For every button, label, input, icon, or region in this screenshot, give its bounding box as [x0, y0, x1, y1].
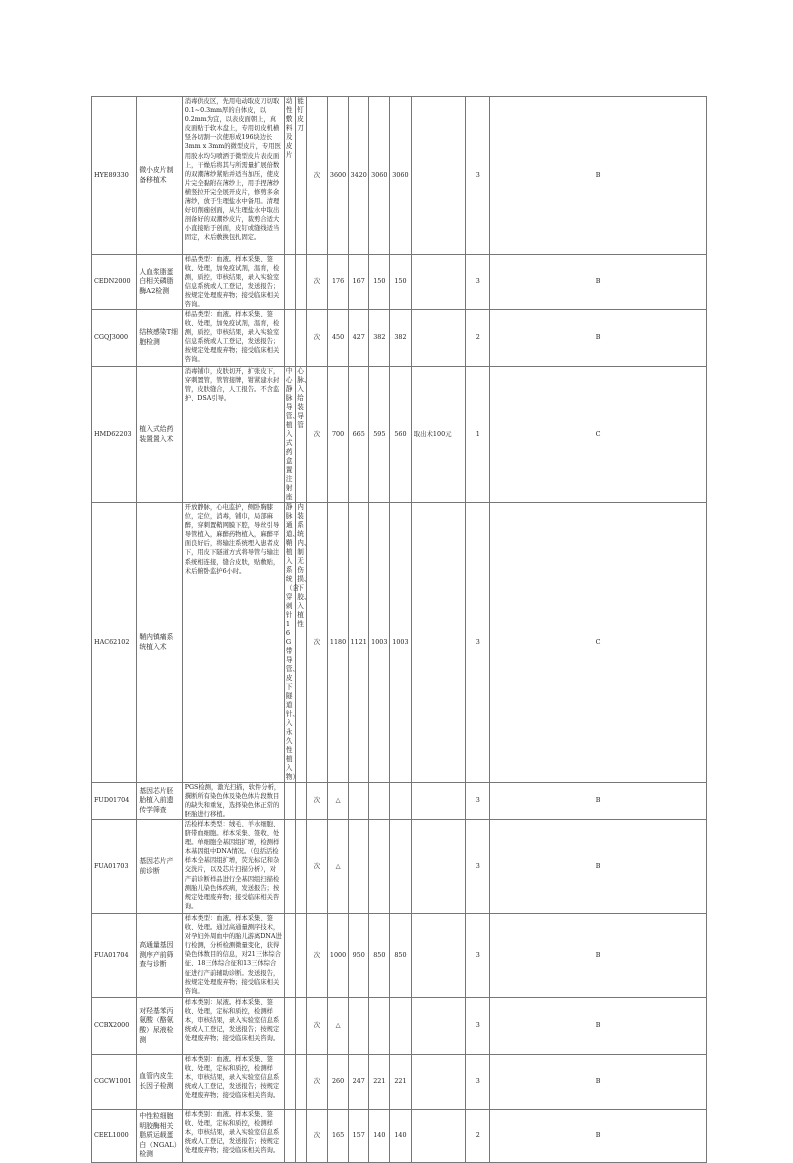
table-row — [92, 998, 707, 1055]
item-excluded-content — [284, 998, 295, 1055]
item-description-text: 样品类型：血液。样本采集、签收、处理，加免疫试剂，温育，检测，质控，审核结果，录入实验室信息系统或人工登记，发送报告；按规定处理废弃物；接受临床相关咨询。 — [184, 256, 280, 309]
item-category: B — [490, 998, 707, 1055]
item-price-4: 3060 — [390, 97, 412, 255]
item-description-text: PGS检测，激光扫描，软件分析，撰断所有染色体及染色体片段数目的缺失和重复，选择染色体正常的胚胎进行移植。 — [184, 784, 281, 819]
item-category: B — [490, 255, 707, 310]
item-note — [411, 97, 466, 255]
item-name: 植入式给药装置置入术 — [137, 367, 182, 503]
item-description — [182, 310, 284, 367]
item-price-2 — [348, 998, 369, 1055]
item-description — [182, 503, 284, 783]
item-description-text: 样本类别：血液。样本采集、签收、处理，定标和质控，检测样本，审核结果，录入实验室信息系统或人工登记，发送报告；按规定处理废弃物；接受临床相关咨询。 — [184, 1056, 280, 1100]
item-excluded-content-2 — [296, 820, 306, 914]
item-price-1: △ — [328, 820, 349, 914]
price-table — [91, 96, 707, 1163]
item-excluded-content — [284, 1110, 295, 1163]
item-description-text: 消毒铺巾，皮肤切开，扩张皮下，穿刺置管，管管接牌，钳紧建水封管，皮肤缝合，人工报告。不含监护、DSA引导。 — [184, 368, 280, 403]
item-unit: 次 — [306, 310, 328, 367]
item-price-3: 382 — [369, 310, 390, 367]
item-description — [182, 783, 284, 820]
item-category: B — [490, 1055, 707, 1110]
item-level: 3 — [466, 820, 490, 914]
item-price-3: 3060 — [369, 97, 390, 255]
item-price-3 — [369, 783, 390, 820]
item-price-4: 150 — [390, 255, 412, 310]
item-price-3: 221 — [369, 1055, 390, 1110]
item-category: B — [490, 820, 707, 914]
item-unit: 次 — [306, 820, 328, 914]
item-excluded-content-2: 能钉皮刀 — [296, 97, 306, 255]
item-description — [182, 255, 284, 310]
item-excluded-content-2 — [296, 783, 306, 820]
item-description — [182, 367, 284, 503]
item-level: 3 — [466, 503, 490, 783]
item-code: CEDN2000 — [92, 255, 137, 310]
item-price-2: 665 — [348, 367, 369, 503]
item-name: 对羟基苯丙氨酸（酪氨酸）尿液检测 — [137, 998, 182, 1055]
table-row — [92, 914, 707, 998]
item-unit: 次 — [306, 97, 328, 255]
table-row — [92, 820, 707, 914]
item-note — [411, 310, 466, 367]
item-code: FUD01704 — [92, 783, 137, 820]
item-price-1: △ — [328, 783, 349, 820]
item-price-1: 260 — [328, 1055, 349, 1110]
item-excluded-content-2: 心脉、入给装导管 — [296, 367, 306, 503]
item-category: B — [490, 914, 707, 998]
item-code: HMD62203 — [92, 367, 137, 503]
item-name: 基因芯片产前诊断 — [137, 820, 182, 914]
table-row — [92, 503, 707, 783]
item-price-1: 1180 — [328, 503, 349, 783]
item-category: B — [490, 310, 707, 367]
item-code: CGCW1001 — [92, 1055, 137, 1110]
item-description-text: 活检样本类型：绒毛、羊水细胞、脐带血细胞。样本采集、签收、处理。单细胞全基因组扩增，检测样本基因组中DNA情况。（包括活检样本全基因组扩增，荧光标记和杂交洗片，以及芯片扫描分析），对产前诊断样品进行全基因组扫描检测胎儿染色体疾病，发送报告；按规定处理废弃物；接受临床相关咨询。 — [184, 821, 280, 910]
table-row — [92, 255, 707, 310]
item-unit: 次 — [306, 367, 328, 503]
item-note — [411, 1055, 466, 1110]
item-price-1: 1000 — [328, 914, 349, 998]
item-description-text: 消毒供皮区，先用电动取皮刀切取0.1~0.3mm厚的自体皮，以0.2mm为宜，以表皮面朝上，真皮面贴于软木盘上，专用切皮机横竖各切割一次使形成196块边长3mm x 3mm的微型皮片，专用医用胶水均匀喷洒于微型皮片表皮面上，干燥后将其与所需量扩展倍数的双潮薄纱紧贴并适当加压，使皮片完全黏附在薄纱上，用手捏薄纱横竖拉开完全展开皮片，修剪多余薄纱，放于生理盐水中备用。清理好切削痂创面，从生理盐水中取出剖备好的双潮纱皮片，裁剪合适大小直接贴于创面，皮钉或缝线适当固定，术后敷换包扎固定。 — [184, 98, 281, 242]
item-price-1: 700 — [328, 367, 349, 503]
item-price-3: 150 — [369, 255, 390, 310]
item-price-3 — [369, 998, 390, 1055]
item-excluded-content — [284, 820, 295, 914]
item-note — [411, 820, 466, 914]
item-description-text: 样本类别：血液。样本采集、签收、处理，定标和质控，检测样本，审核结果，录入实验室信息系统或人工登记，发送报告；按规定处理废弃物；接受临床相关咨询。 — [184, 1111, 280, 1155]
item-description-text: 开放静脉，心电监护，侧卧胸膝位，定位，消毒，铺巾，局部麻醉，穿刺置鞘网膜下腔，导丝引导导管植入，麻醉药物植入，麻醉平面良好后，将输注系统埋入患者皮下，用皮下隧道方式将导管与输注系统相连接，缝合皮肤，贴敷贴，术后俯卧监护6小时。 — [184, 504, 280, 575]
item-name: 基因芯片胚胎植入前遗传学筛查 — [137, 783, 182, 820]
item-code: CEEL1000 — [92, 1110, 137, 1163]
item-description — [182, 97, 284, 255]
item-category: B — [490, 97, 707, 255]
item-excluded-content: 动性敷料及皮片 — [284, 97, 295, 255]
item-description — [182, 1055, 284, 1110]
item-level: 1 — [466, 367, 490, 503]
item-price-1: 165 — [328, 1110, 349, 1163]
item-price-2: 950 — [348, 914, 369, 998]
item-code: FUA01703 — [92, 820, 137, 914]
item-price-4: 382 — [390, 310, 412, 367]
item-name: 微小皮片制备移植术 — [137, 97, 182, 255]
item-name: 结核感染T细胞检测 — [137, 310, 182, 367]
item-code: FUA01704 — [92, 914, 137, 998]
item-code: CCBX2000 — [92, 998, 137, 1055]
item-price-3: 1003 — [369, 503, 390, 783]
item-note — [411, 783, 466, 820]
item-price-2 — [348, 783, 369, 820]
item-name: 高通量基因测序产前筛查与诊断 — [137, 914, 182, 998]
item-level: 3 — [466, 255, 490, 310]
item-price-2: 167 — [348, 255, 369, 310]
table-row — [92, 1055, 707, 1110]
item-price-1: 3600 — [328, 97, 349, 255]
item-category: C — [490, 503, 707, 783]
item-description-text: 样本类别：尿液。样本采集、签收、处理，定标和质控，检测样本，审核结果，录入实验室信息系统或人工登记，发送报告；按规定处理废弃物；接受临床相关咨询。 — [184, 999, 280, 1043]
item-category: B — [490, 1110, 707, 1163]
item-price-3: 850 — [369, 914, 390, 998]
item-price-2: 3420 — [348, 97, 369, 255]
item-excluded-content-2 — [296, 1110, 306, 1163]
item-name: 中性粒细胞明胶酶相关脂质运载蛋白（NGAL）检测 — [137, 1110, 182, 1163]
item-price-4 — [390, 783, 412, 820]
item-note: 取出术100元 — [411, 367, 466, 503]
item-name: 鞘内镇痛系统植入术 — [137, 503, 182, 783]
item-note — [411, 255, 466, 310]
item-excluded-content-2 — [296, 998, 306, 1055]
item-note — [411, 998, 466, 1055]
item-note — [411, 503, 466, 783]
item-description-text: 样本类型：血液。样本采集、签收、处理。通过高通量测序技术，对孕妇外周血中的胎儿游离DNA进行检测，分析检测微量变化，获得染色体数目的信息，对21三体综合征、18三体综合征和13三体综合征进行产前辅助诊断。发送报告，按规定处理废弃物；接受临床相关咨询。 — [184, 915, 282, 995]
item-excluded-content-2 — [296, 310, 306, 367]
item-excluded-content: 中心静脉导管、植入式药盒置注射座 — [285, 367, 300, 501]
item-price-1: 176 — [328, 255, 349, 310]
item-unit: 次 — [306, 783, 328, 820]
item-code: HAC62102 — [92, 503, 137, 783]
table-row — [92, 783, 707, 820]
item-note — [411, 1110, 466, 1163]
item-excluded-content-2 — [296, 914, 306, 998]
item-excluded-content-2 — [296, 255, 306, 310]
item-excluded-content-2 — [296, 1055, 306, 1110]
item-price-2: 247 — [348, 1055, 369, 1110]
item-level: 3 — [466, 1055, 490, 1110]
item-category: B — [490, 783, 707, 820]
item-description — [182, 820, 284, 914]
item-excluded-content — [284, 255, 295, 310]
item-price-4 — [390, 820, 412, 914]
item-excluded-content — [284, 914, 295, 998]
item-price-4: 221 — [390, 1055, 412, 1110]
item-price-4: 1003 — [390, 503, 412, 783]
item-level: 3 — [466, 998, 490, 1055]
item-price-2: 427 — [348, 310, 369, 367]
table-row — [92, 97, 707, 255]
item-unit: 次 — [306, 503, 328, 783]
item-price-3: 140 — [369, 1110, 390, 1163]
item-level: 3 — [466, 783, 490, 820]
item-price-2 — [348, 820, 369, 914]
item-level: 3 — [466, 97, 490, 255]
item-description — [182, 1110, 284, 1163]
table-row — [92, 1110, 707, 1163]
item-price-1: △ — [328, 998, 349, 1055]
item-price-3: 595 — [369, 367, 390, 503]
item-price-2: 1121 — [348, 503, 369, 783]
item-note — [411, 914, 466, 998]
item-category: C — [490, 367, 707, 503]
item-level: 2 — [466, 1110, 490, 1163]
item-level: 3 — [466, 914, 490, 998]
item-price-4: 140 — [390, 1110, 412, 1163]
item-unit: 次 — [306, 1110, 328, 1163]
table-row — [92, 367, 707, 503]
item-excluded-content-2: 内装系统内、制无伤损、下胶、入植性 — [296, 503, 306, 783]
item-name: 人血浆脂蛋白相关磷脂酶A2检测 — [137, 255, 182, 310]
table-row — [92, 310, 707, 367]
item-price-4: 560 — [390, 367, 412, 503]
item-description-text: 样品类型：血液。样本采集、签收、处理，加免疫试剂，温育，检测，质控，审核结果，录入实验室信息系统或人工登记，发送报告；按规定处理废弃物；接受临床相关咨询。 — [184, 311, 280, 364]
item-excluded-content — [284, 1055, 295, 1110]
item-excluded-content — [284, 783, 295, 820]
item-level: 2 — [466, 310, 490, 367]
item-excluded-content: 静脉通道、鞘植入系统（含穿刺针16G带导管、皮下隧道针、入永久性植入物） — [285, 503, 300, 781]
item-code: HYE89330 — [92, 97, 137, 255]
item-description — [182, 914, 284, 998]
item-unit: 次 — [306, 914, 328, 998]
item-unit: 次 — [306, 255, 328, 310]
item-unit: 次 — [306, 998, 328, 1055]
item-description — [182, 998, 284, 1055]
item-price-1: 450 — [328, 310, 349, 367]
item-price-2: 157 — [348, 1110, 369, 1163]
item-excluded-content — [284, 310, 295, 367]
item-price-4: 850 — [390, 914, 412, 998]
item-price-4 — [390, 998, 412, 1055]
item-name: 血管内皮生长因子检测 — [137, 1055, 182, 1110]
item-unit: 次 — [306, 1055, 328, 1110]
item-code: CGQJ3000 — [92, 310, 137, 367]
item-price-3 — [369, 820, 390, 914]
